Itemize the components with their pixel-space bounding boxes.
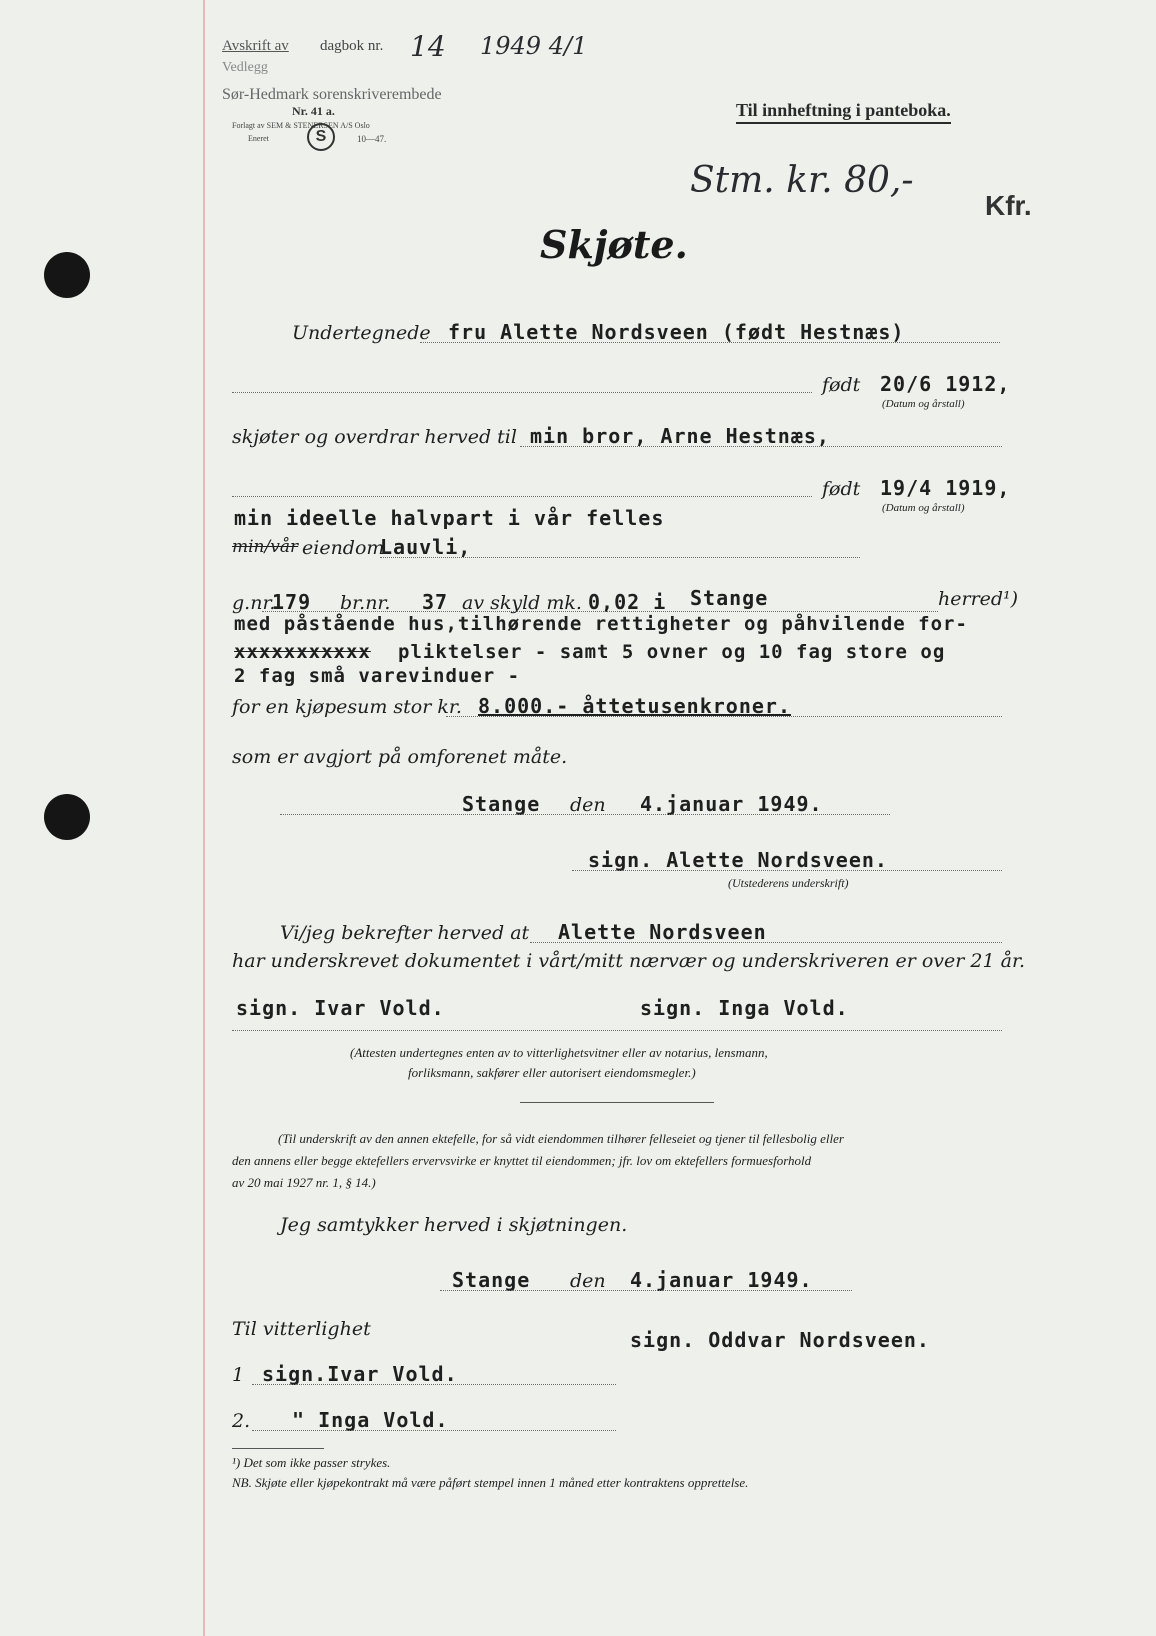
nb-note: NB. Skjøte eller kjøpekontrakt må være påført stempel innen 1 måned etter kontraktens opprettelse. bbox=[232, 1475, 749, 1490]
witness-2-number: 2. bbox=[232, 1410, 251, 1432]
property-name: Lauvli, bbox=[380, 535, 472, 559]
datum-caption: (Datum og årstall) bbox=[882, 502, 965, 514]
witness-1-number: 1 bbox=[232, 1364, 245, 1386]
samtykker-text: Jeg samtykker herved i skjøtningen. bbox=[280, 1214, 628, 1236]
date-1: 4.januar 1949. bbox=[640, 792, 823, 816]
witness-2-signature: " Inga Vold. bbox=[292, 1408, 449, 1432]
divider bbox=[520, 1102, 714, 1103]
dagbok-label: dagbok nr. bbox=[320, 38, 384, 54]
vedlegg-label: Vedlegg bbox=[222, 60, 268, 75]
skyld-label: av skyld mk. bbox=[462, 592, 582, 614]
blank-line bbox=[232, 392, 812, 393]
footnote-1: ¹) Det som ikke passer strykes. bbox=[232, 1455, 391, 1470]
witness-2-line bbox=[252, 1430, 616, 1431]
dagbok-number: 14 bbox=[410, 30, 446, 63]
witness-1-line bbox=[252, 1384, 616, 1385]
herred-label: herred¹) bbox=[938, 588, 1019, 610]
date-2: 4.januar 1949. bbox=[630, 1268, 813, 1292]
document-title: Skjøte. bbox=[540, 222, 688, 267]
seller-line bbox=[420, 342, 1000, 343]
punch-hole bbox=[44, 794, 90, 840]
place-1: Stange bbox=[462, 792, 541, 816]
spouse-note-3: av 20 mai 1927 nr. 1, § 14.) bbox=[232, 1175, 376, 1190]
place-2: Stange bbox=[452, 1268, 531, 1292]
bekrefter-name: Alette Nordsveen bbox=[558, 920, 767, 944]
gnr-line bbox=[262, 611, 938, 612]
property-line bbox=[380, 557, 860, 558]
bekrefter-line bbox=[530, 942, 1002, 943]
gnr-label: g.nr. bbox=[232, 592, 276, 614]
publisher-logo: S bbox=[307, 123, 335, 151]
min-var-label: min/vår bbox=[232, 537, 299, 557]
vitterlighet-label: Til vitterlighet bbox=[232, 1318, 371, 1340]
publisher-year: 10—47. bbox=[357, 134, 387, 144]
witness-signature-2: sign. Inga Vold. bbox=[640, 996, 849, 1020]
date-line bbox=[440, 1290, 852, 1291]
kjopesum-value: 8.000.- åttetusenkroner. bbox=[478, 694, 791, 718]
bekrefter-label: Vi/jeg bekrefter herved at bbox=[280, 922, 530, 944]
signature-line bbox=[572, 870, 1002, 871]
eiendom-label: eiendom bbox=[302, 537, 385, 559]
seller-signature: sign. Alette Nordsveen. bbox=[588, 848, 888, 872]
publisher-eneret: Eneret bbox=[248, 134, 269, 143]
property-share: min ideelle halvpart i vår felles bbox=[234, 506, 665, 530]
gnr-value: 179 bbox=[272, 590, 312, 614]
witness-line bbox=[232, 1030, 1002, 1031]
extra-strikeout: xxxxxxxxxxx bbox=[234, 641, 371, 663]
bekrefter-text: har underskrevet dokumentet i vårt/mitt nærvær og underskriveren er over 21 år. bbox=[232, 950, 1025, 972]
witness-1-signature: sign.Ivar Vold. bbox=[262, 1362, 458, 1386]
kjopesum-line bbox=[446, 716, 1002, 717]
publisher-line: Forlagt av SEM & STENERSEN A/S Oslo bbox=[232, 121, 370, 130]
seller-name: fru Alette Nordsveen (født Hestnæs) bbox=[448, 320, 905, 344]
buyer-birthdate: 19/4 1919, bbox=[880, 476, 1011, 500]
datum-caption: (Datum og årstall) bbox=[882, 398, 965, 410]
date-line bbox=[280, 814, 890, 815]
extra-line-3: 2 fag små varevinduer - bbox=[234, 665, 521, 687]
seller-birthdate: 20/6 1912, bbox=[880, 372, 1011, 396]
spouse-signature: sign. Oddvar Nordsveen. bbox=[630, 1328, 930, 1352]
brnr-value: 37 bbox=[422, 590, 449, 614]
footnote-divider bbox=[232, 1448, 324, 1449]
margin-line bbox=[203, 0, 205, 1636]
witness-signature-1: sign. Ivar Vold. bbox=[236, 996, 445, 1020]
form-number: Nr. 41 a. bbox=[292, 104, 335, 118]
kjopesum-label: for en kjøpesum stor kr. bbox=[232, 696, 462, 718]
fodt-label: født bbox=[822, 478, 861, 500]
buyer-line bbox=[520, 446, 1002, 447]
attest-note-1: (Attesten undertegnes enten av to vitterlighetsvitner eller av notarius, lensmann, bbox=[350, 1045, 768, 1060]
spouse-note-2: den annens eller begge ektefellers ervervsvirke er knyttet til eiendommen; jfr. lov om ektefellers formuesforhold bbox=[232, 1153, 812, 1168]
blank-line bbox=[232, 496, 812, 497]
skyld-value: 0,02 i bbox=[588, 590, 667, 614]
spouse-note-1: (Til underskrift av den annen ektefelle, for så vidt eiendommen tilhører felleseiet og tjener til fellesbolig eller bbox=[278, 1131, 844, 1146]
kfr-stamp: Kfr. bbox=[985, 190, 1032, 221]
extra-line-1: med påstående hus,tilhørende rettigheter og påhvilende for- bbox=[234, 613, 968, 635]
buyer-name: min bror, Arne Hestnæs, bbox=[530, 424, 830, 448]
extra-line-2: pliktelser - samt 5 ovner og 10 fag store og bbox=[398, 641, 946, 663]
heftning-heading: Til innheftning i panteboka. bbox=[736, 100, 951, 124]
den-label: den bbox=[570, 794, 606, 816]
skjoter-label: skjøter og overdrar herved til bbox=[232, 426, 517, 448]
herred-name: Stange bbox=[690, 586, 769, 610]
brnr-label: br.nr. bbox=[340, 592, 391, 614]
attest-note-2: forliksmann, sakfører eller autorisert eiendomsmegler.) bbox=[408, 1065, 696, 1080]
undertegnede-label: Undertegnede bbox=[292, 322, 431, 344]
stamp-fee-note: Stm. kr. 80,- bbox=[690, 160, 914, 201]
avskrift-label: Avskrift av bbox=[222, 38, 289, 54]
avgjort-text: som er avgjort på omforenet måte. bbox=[232, 746, 568, 768]
fodt-label: født bbox=[822, 374, 861, 396]
office-stamp: Sør-Hedmark sorenskriverembede bbox=[222, 86, 442, 103]
punch-hole bbox=[44, 252, 90, 298]
utsteder-caption: (Utstederens underskrift) bbox=[728, 876, 849, 890]
dagbok-date: 1949 4/1 bbox=[480, 32, 588, 60]
den-label: den bbox=[570, 1270, 606, 1292]
